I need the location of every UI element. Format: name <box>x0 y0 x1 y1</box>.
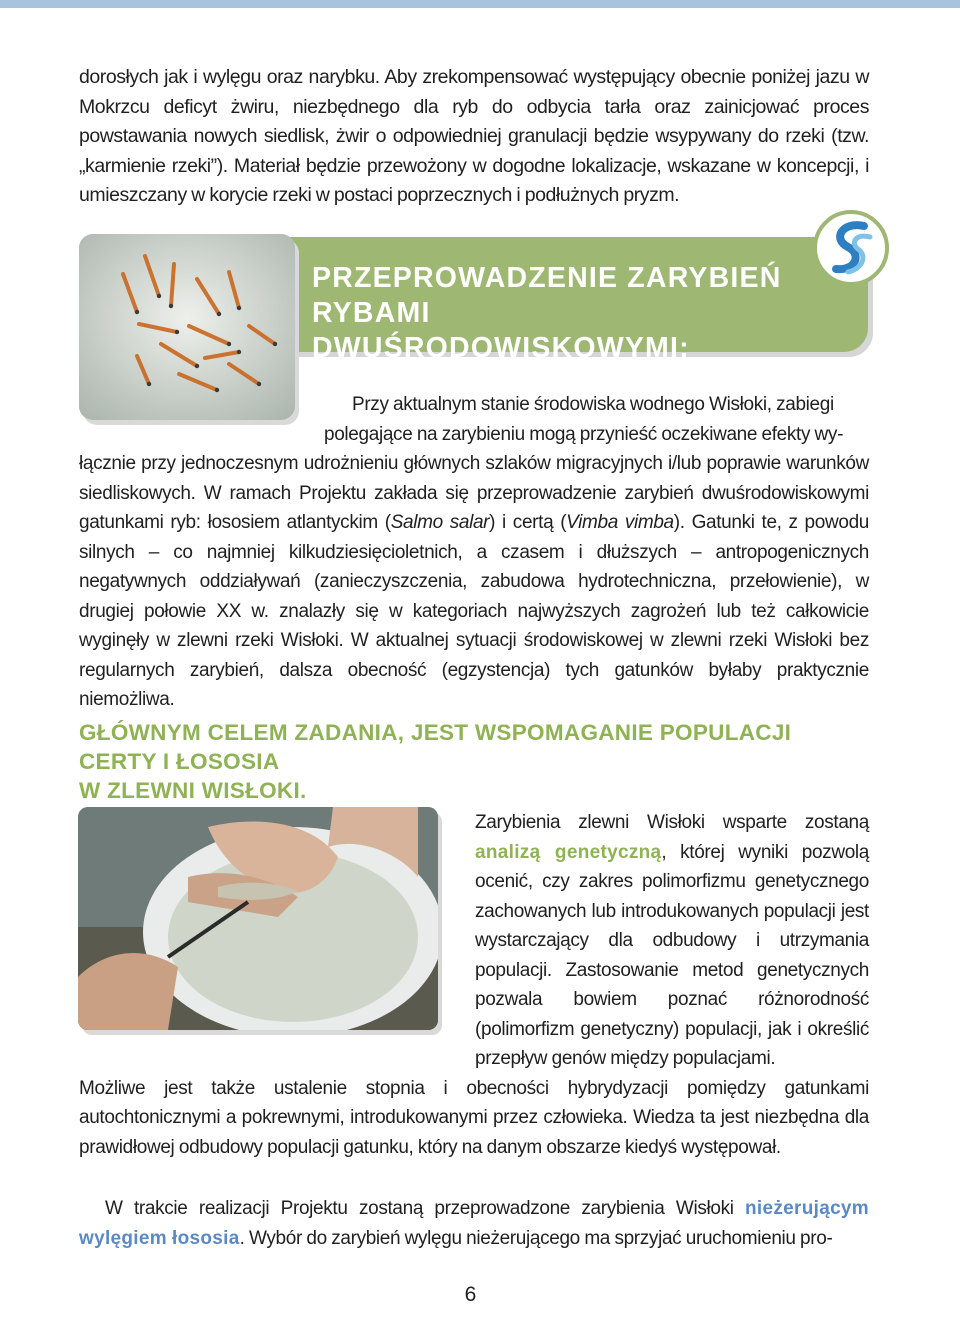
salmon-fry-paragraph <box>79 1194 869 1253</box>
goal-heading <box>79 718 869 805</box>
genetics-text-b: , której wyniki pozwolą ocenić, czy zakres polimorfizmu genetycznego zachowanych lub introdukowanych populacji jest wystarczający dla odbudowy i utrzymania populacji. Zastosowanie metod genetycznych pozwala bowiem poznać różnorodność (polimorfizm genetyczny) populacji, jak i określić przepływ genów między populacjami. <box>475 841 869 1069</box>
project-logo-icon <box>812 209 890 287</box>
genetics-paragraph <box>79 808 869 1162</box>
section-title <box>312 261 852 401</box>
stocking-line2: polegające na zarybieniu mogą przynieść oczekiwane efekty wy- <box>324 423 844 445</box>
intro-text: dorosłych jak i wylęgu oraz narybku. Aby zrekompensować występujący obecnie poniżej jazu w Mokrzcu deficyt żwiru, niezbędnego dla ryb do odbycia tarła oraz zainicjować proces powstawania nowych siedlisk, żwir o odpowiedniej granulacji będzie wsypywany do rzeki (tzw. „karmienie rzeki”). Materiał będzie przewożony w dogodne lokalizacje, wskazane w koncepcji, i umieszczany w korycie rzeki w postaci poprzecznych i podłużnych pryzm. <box>79 66 869 206</box>
genetics-highlight: analizą genetyczną <box>475 841 662 863</box>
stocking-text-b: ) i certą ( <box>489 512 567 533</box>
intro-paragraph <box>79 63 869 211</box>
salmon-text-b: . Wybór do zarybień wylęgu nieżerującego ma sprzyjać uruchomieniu pro- <box>239 1227 833 1249</box>
top-color-bar <box>0 0 960 8</box>
section-title-line2: DWUŚRODOWISKOWYMI: ŁOSOSIEM I CERTĄ <box>312 332 690 399</box>
section-title-line1: PRZEPROWADZENIE ZARYBIEŃ RYBAMI <box>312 262 782 329</box>
salmo-salar-latin: Salmo salar <box>390 512 490 533</box>
goal-heading-line2: W ZLEWNI WISŁOKI. <box>79 778 307 803</box>
page-number: 6 <box>464 1283 477 1306</box>
vimba-vimba-latin: Vimba vimba <box>566 512 674 533</box>
genetics-text-c: Możliwe jest także ustalenie stopnia i obecności hybrydyzacji pomiędzy gatunkami autochtonicznymi a pokrewnymi, introdukowanymi przez człowieka. Wiedza ta jest niezbędna dla prawidłowej odbudowy populacji gatunku, który na danym obszarze kiedyś występował. <box>79 1077 869 1158</box>
salmon-text-a: W trakcie realizacji Projektu zostaną przeprowadzone zarybienia Wisłoki <box>105 1198 745 1219</box>
stocking-line1: Przy aktualnym stanie środowiska wodnego Wisłoki, zabiegi <box>352 394 834 415</box>
stocking-paragraph <box>79 390 869 715</box>
stocking-text-c: ). Gatunki te, z powodu silnych – co najmniej kilkudziesięcioletnich, a czasem i dłuższych – antropogenicznych negatywnych oddziaływań (zanieczyszczenia, zabudowa hydrotechniczna, przełowienie), w drugiej połowie XX w. znalazły się w kategoriach najwyższych zagrożeń lub też całkowicie wyginęły w zlewni rzeki Wisłoki. W aktualnej sytuacji środowiskowej w zlewni rzeki Wisłoki bez regularnych zarybień, dalsza obecność (egzystencja) tych gatunków byłaby praktycznie niemożliwa. <box>79 512 869 710</box>
goal-heading-line1: GŁÓWNYM CELEM ZADANIA, JEST WSPOMAGANIE POPULACJI CERTY I ŁOSOSIA <box>79 720 792 774</box>
stocking-text-a: łącznie przy jednoczesnym udrożnieniu głównych szlaków migracyjnych i/lub poprawie warunków siedliskowych. W ramach Projektu zakłada się przeprowadzenie zarybień dwuśrodowiskowymi gatunkami ryb: łososiem atlantyckim ( <box>79 453 869 533</box>
salmon-highlight: nieżerującym wylęgiem łososia <box>79 1198 869 1249</box>
genetics-text-a: Zarybienia zlewni Wisłoki wsparte zostaną <box>475 812 869 833</box>
